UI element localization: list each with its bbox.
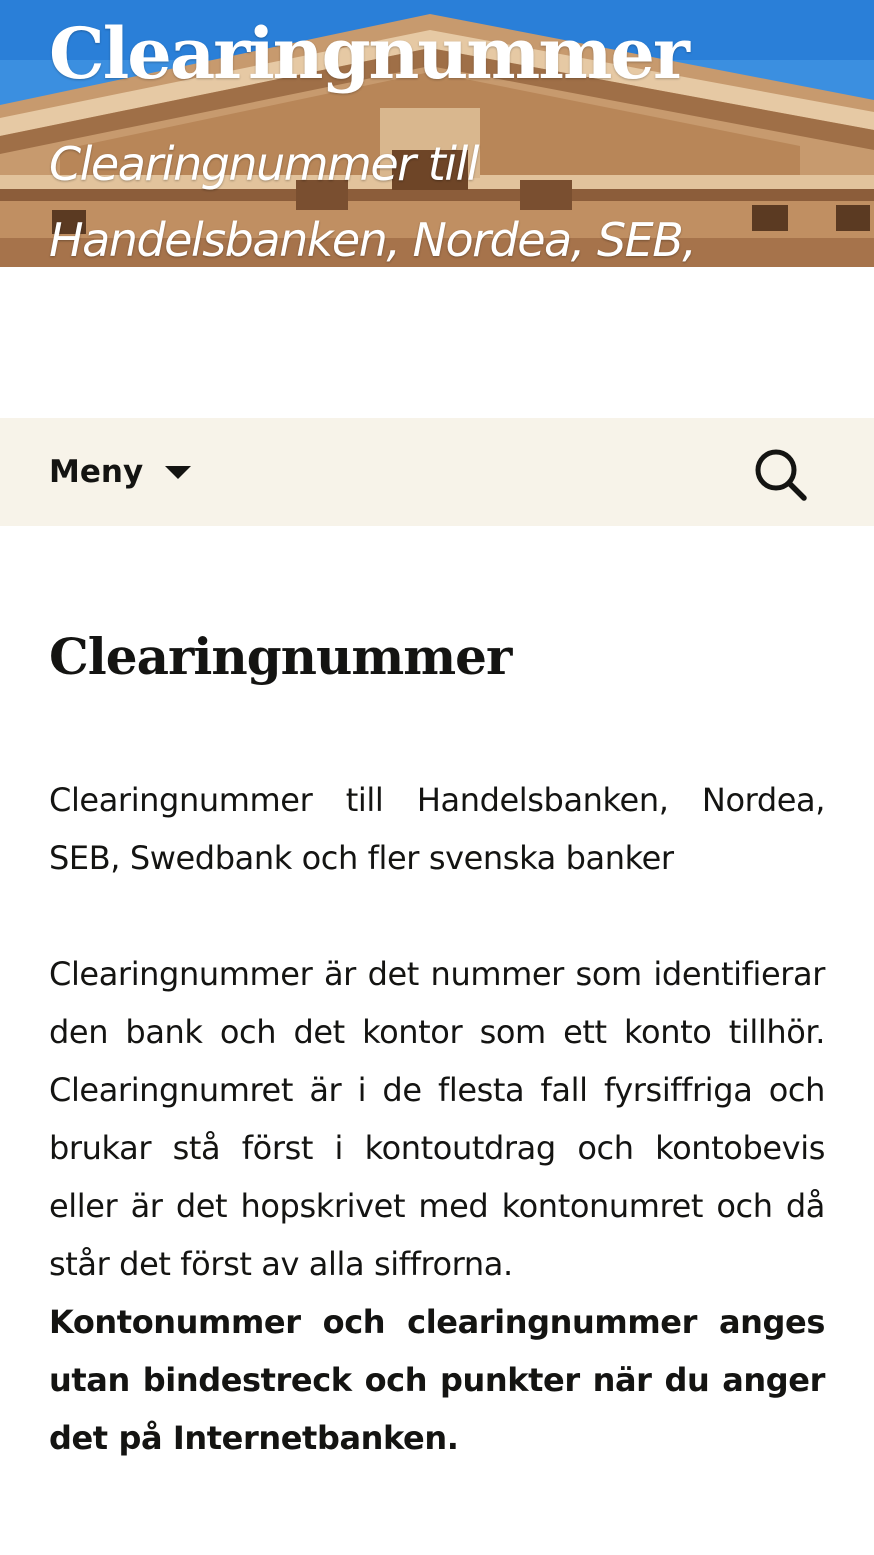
site-title[interactable]: Clearingnummer (49, 12, 688, 95)
menu-label: Meny (49, 454, 144, 490)
intro-paragraph: Clearingnummer till Handelsbanken, Nordea, SEB, Swedbank och fler svenska banker (49, 781, 825, 877)
menu-toggle-button[interactable] (49, 448, 191, 496)
body-paragraph: Clearingnummer är det nummer som identifierar den bank och det kontor som ett konto tillhör. Clearingnumret är i de flesta fall fyrsiffriga och brukar stå först i kontoutdrag och kontobevis eller är det hopskrivet med kontonumret och då står det först av alla siffrorna. (49, 955, 825, 1283)
site-header (0, 0, 874, 267)
search-icon (752, 446, 808, 502)
search-button[interactable] (752, 446, 808, 502)
article-content (49, 771, 825, 1467)
navigation-bar (0, 418, 874, 526)
page-title: Clearingnummer (49, 627, 512, 686)
site-tagline: Clearingnummer till Handelsbanken, Nordea, SEB, (49, 137, 696, 267)
notice-paragraph: Kontonummer och clearingnummer anges utan bindestreck och punkter när du anger det på Internetbanken. (49, 1303, 825, 1457)
caret-down-icon (165, 466, 191, 479)
